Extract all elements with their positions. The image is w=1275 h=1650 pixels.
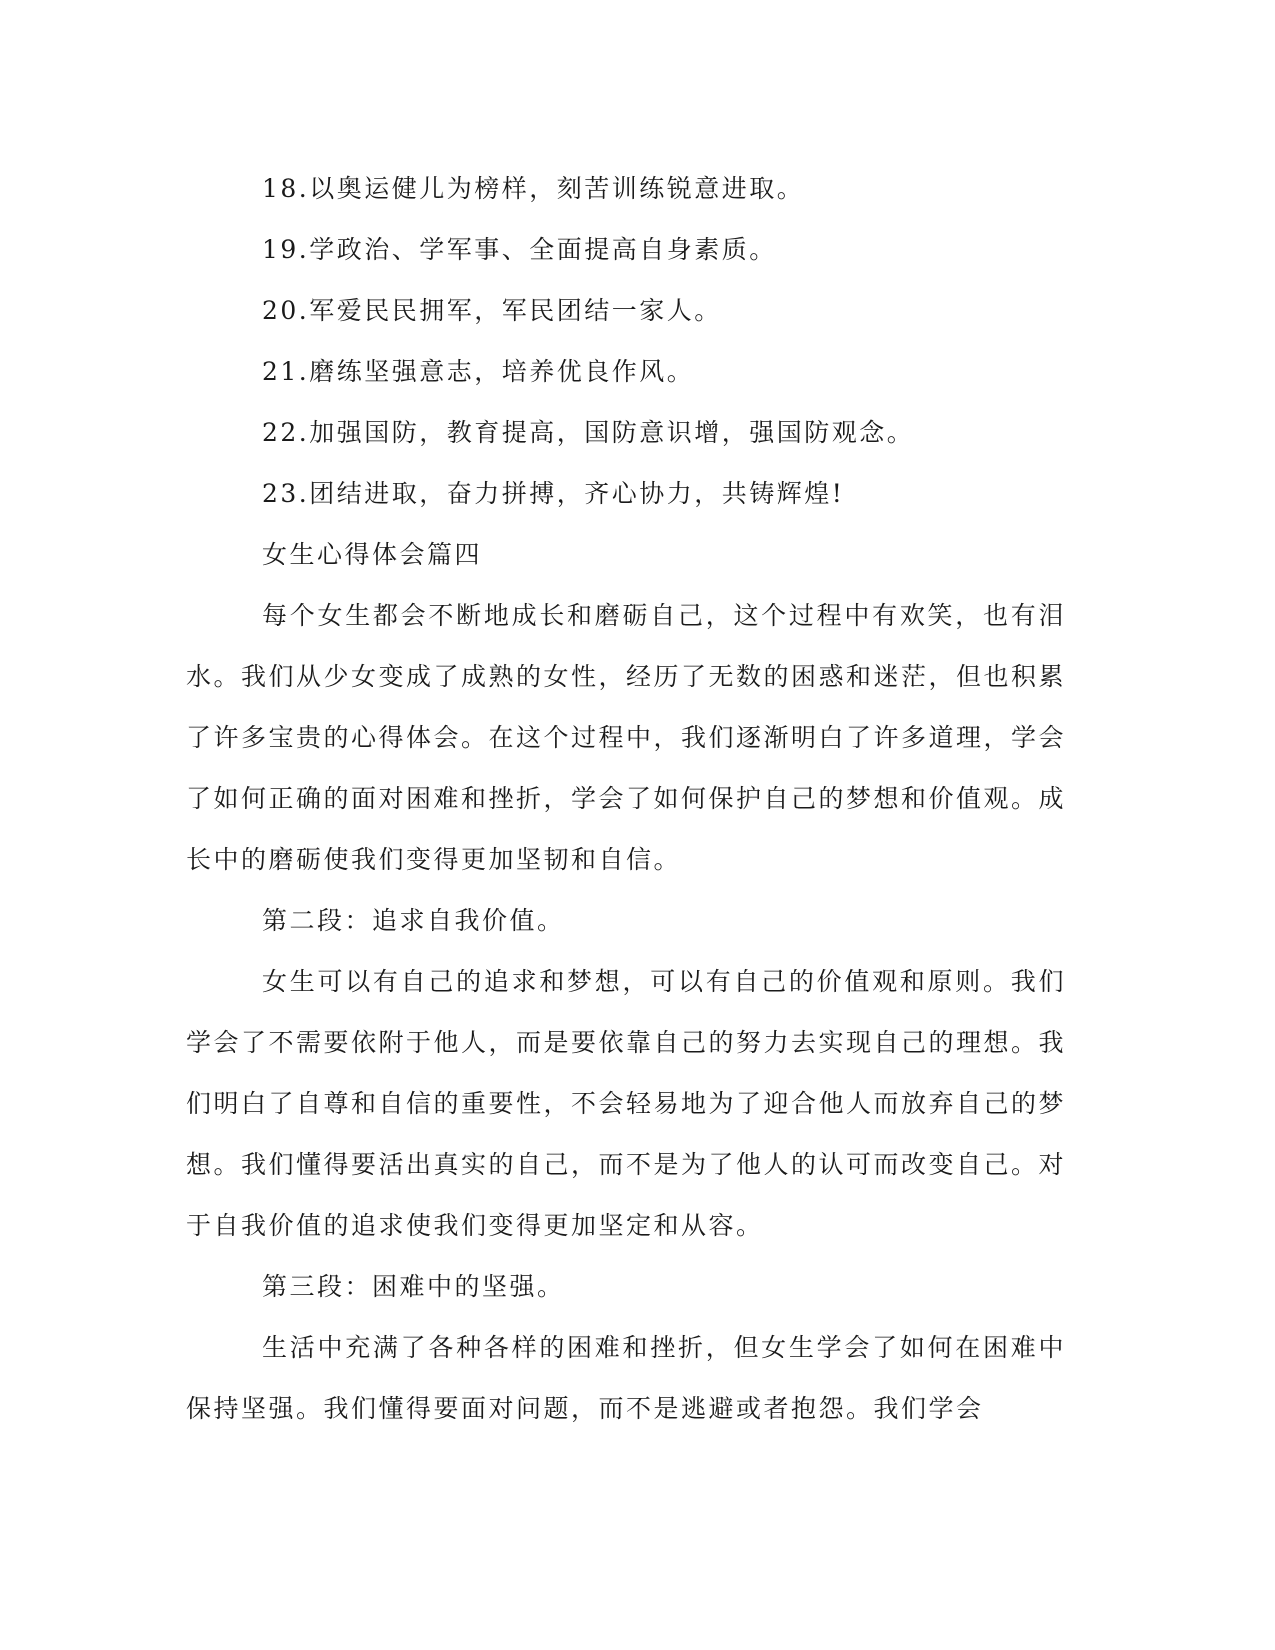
list-item-18: 18.以奥运健儿为榜样，刻苦训练锐意进取。 (262, 174, 805, 203)
list-item-22: 22.加强国防，教育提高，国防意识增，强国防观念。 (262, 418, 915, 447)
paragraph-strength: 生活中充满了各种各样的困难和挫折，但女生学会了如何在困难中保持坚强。我们懂得要面对问题，而不是逃避或者抱怨。我们学会 (186, 1333, 1066, 1423)
document-body (186, 158, 1066, 1439)
list-item-21: 21.磨练坚强意志，培养优良作风。 (262, 357, 695, 386)
paragraph-self-value: 女生可以有自己的追求和梦想，可以有自己的价值观和原则。我们学会了不需要依附于他人，而是要依靠自己的努力去实现自己的理想。我们明白了自尊和自信的重要性，不会轻易地为了迎合他人而放弃自己的梦想。我们懂得要活出真实的自己，而不是为了他人的认可而改变自己。对于自我价值的追求使我们变得更加坚定和从容。 (186, 967, 1067, 1240)
list-item-19: 19.学政治、学军事、全面提高自身素质。 (262, 235, 777, 264)
paragraph-intro: 每个女生都会不断地成长和磨砺自己，这个过程中有欢笑，也有泪水。我们从少女变成了成熟的女性，经历了无数的困惑和迷茫，但也积累了许多宝贵的心得体会。在这个过程中，我们逐渐明白了许多道理，学会了如何正确的面对困难和挫折，学会了如何保护自己的梦想和价值观。成长中的磨砺使我们变得更加坚韧和自信。 (186, 601, 1067, 874)
heading-section-2: 第二段：追求自我价值。 (262, 906, 565, 935)
list-item-23: 23.团结进取，奋力拼搏，齐心协力，共铸辉煌! (262, 479, 845, 508)
section-title: 女生心得体会篇四 (262, 540, 483, 569)
list-item-20: 20.军爱民民拥军，军民团结一家人。 (262, 296, 722, 325)
heading-section-3: 第三段：困难中的坚强。 (262, 1272, 565, 1301)
